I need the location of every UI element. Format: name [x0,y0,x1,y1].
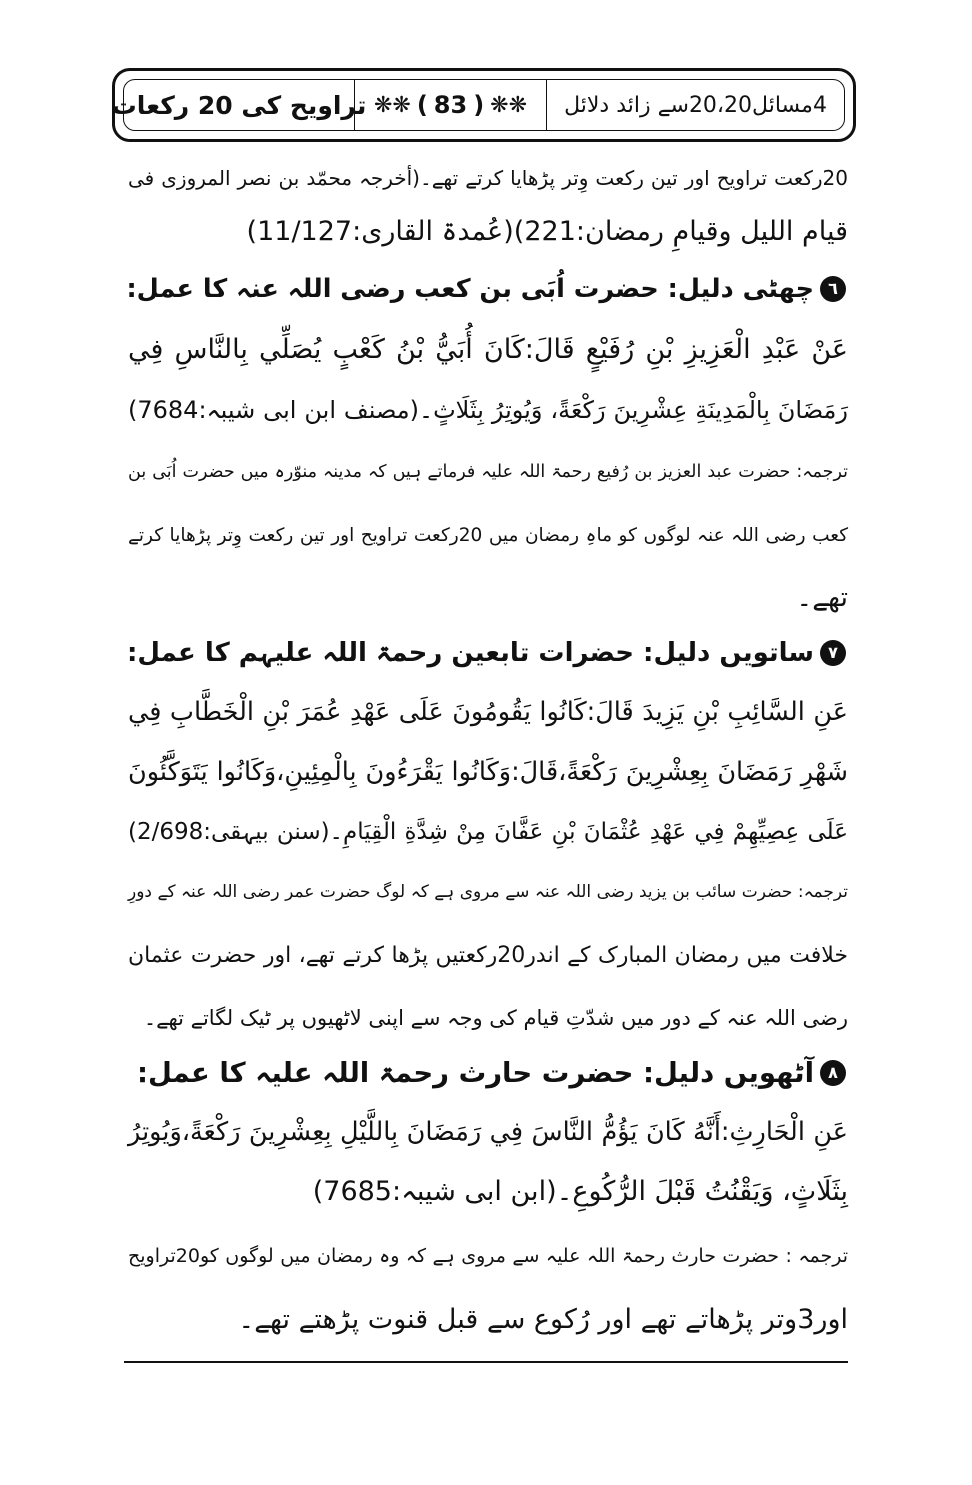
page-number-close: ) [473,91,485,119]
translation7-line2: خلافت میں رمضان المبارک کے اندر20رکعتیں پڑھا کرتے تھے، اور حضرت عثمان [128,943,848,968]
translation6-line3: تھے۔ [796,582,848,613]
footer-divider [124,1361,848,1363]
heading-evidence-6 [126,268,846,310]
evidence-number-badge: ٧ [820,640,846,666]
header-page-number-box [354,80,546,130]
translation6-line2: کعب رضی اللہ عنہ لوگوں کو ماہِ رمضان میں 20رکعت تراویح اور تین رکعت وِتر پڑھایا کرتے [128,525,848,546]
translation8-line1: ترجمہ : حضرت حارث رحمۃ اللہ علیہ سے مروی ہے کہ وہ رمضان میں لوگوں کو20تراویح [128,1245,848,1267]
heading-evidence-8 [137,1052,846,1094]
header-topic: تراویح کی 20 رکعات [111,90,367,120]
heading-evidence-7 [127,632,846,674]
translation7-line1: ترجمہ: حضرت سائب بن یزید رضی اللہ عنہ سے مروی ہے کہ لوگ حضرت عمر رضی اللہ عنہ کے دورِ [128,882,848,902]
page-number-open: ( [416,91,428,119]
star-ornament-icon: ❋❋ [490,92,528,118]
translation7-line3: رضی اللہ عنہ کے دور میں شدّتِ قیام کی وجہ سے اپنی لاٹھیوں پر ٹیک لگاتے تھے۔ [143,1006,848,1030]
arabic8-line1: عَنِ الْحَارِثِ:أَنَّهُ كَانَ يَؤُمُّ النَّاسَ فِي رَمَضَانَ بِاللَّيْلِ بِعِشْرِينَ رَكْعَةً،وَيُوتِرُ [128,1117,848,1147]
arabic7-line2: شَهْرِ رَمَضَانَ بِعِشْرِينَ رَكْعَةً،قَالَ:وَكَانُوا يَقْرَءُونَ بِالْمِئِينِ،وَكَانُوا يَتَوَكَّئُونَ [128,757,848,787]
page-header [112,68,856,142]
heading-text: ساتویں دلیل: حضرات تابعین رحمۃ اللہ علیہم کا عمل: [126,638,814,668]
heading-text: آٹھویں دلیل: حضرت حارث رحمۃ اللہ علیہ کا عمل: [136,1057,814,1089]
arabic7-line3: عَلَى عِصِيِّهِمْ فِي عَهْدِ عُثْمَانَ بْنِ عَفَّانَ مِنْ شِدَّةِ الْقِيَامِ۔(سنن بیہقی:2/698) [128,819,848,845]
page-number: 83 [433,91,468,119]
para1-line2: قیام اللیل وقیامِ رمضان:221)(عُمدۃ القاری:11/127) [246,216,848,247]
arabic7-line1: عَنِ السَّائِبِ بْنِ يَزِيدَ قَالَ:كَانُوا يَقُومُونَ عَلَى عَهْدِ عُمَرَ بْنِ الْخَطَّابِ فِي [128,697,848,727]
arabic6-line2: رَمَضَانَ بِالْمَدِينَةِ عِشْرِينَ رَكْعَةً، وَيُوتِرُ بِثَلَاثٍ۔(مصنف ابن ابی شیبہ:7684) [128,396,848,424]
evidence-number-badge: ٦ [820,276,846,302]
evidence-number-badge: ٨ [820,1060,846,1086]
translation6-line1: ترجمہ: حضرت عبد العزیز بن رُفیع رحمۃ اللہ علیہ فرماتے ہیں کہ مدینہ منوّرہ میں حضرت اُبَی بن [128,462,848,482]
header-book-title: 4مسائل20،20سے زائد دلائل [546,80,844,130]
heading-text: چھٹی دلیل: حضرت اُبَی بن کعب رضی اللہ عنہ کا عمل: [126,274,814,304]
header-frame [111,79,845,131]
para1-line1: 20رکعت تراویح اور تین رکعت وِتر پڑھایا کرتے تھے۔(أخرجہ محمّد بن نصر المروزی فی [128,166,848,190]
translation8-line2: اور3وتر پڑھاتے تھے اور رُکوع سے قبل قنوت پڑھتے تھے۔ [238,1304,848,1335]
arabic6-line1: عَنْ عَبْدِ الْعَزِيزِ بْنِ رُفَيْعٍ قَالَ:كَانَ أُبَيُّ بْنُ كَعْبٍ يُصَلِّي بِالنَّاسِ فِي [128,334,848,365]
star-ornament-icon: ❋❋ [373,92,411,118]
arabic8-line2: بِثَلَاثٍ، وَيَقْنُتُ قَبْلَ الرُّكُوعِ۔(ابن ابی شیبہ:7685) [312,1176,848,1207]
